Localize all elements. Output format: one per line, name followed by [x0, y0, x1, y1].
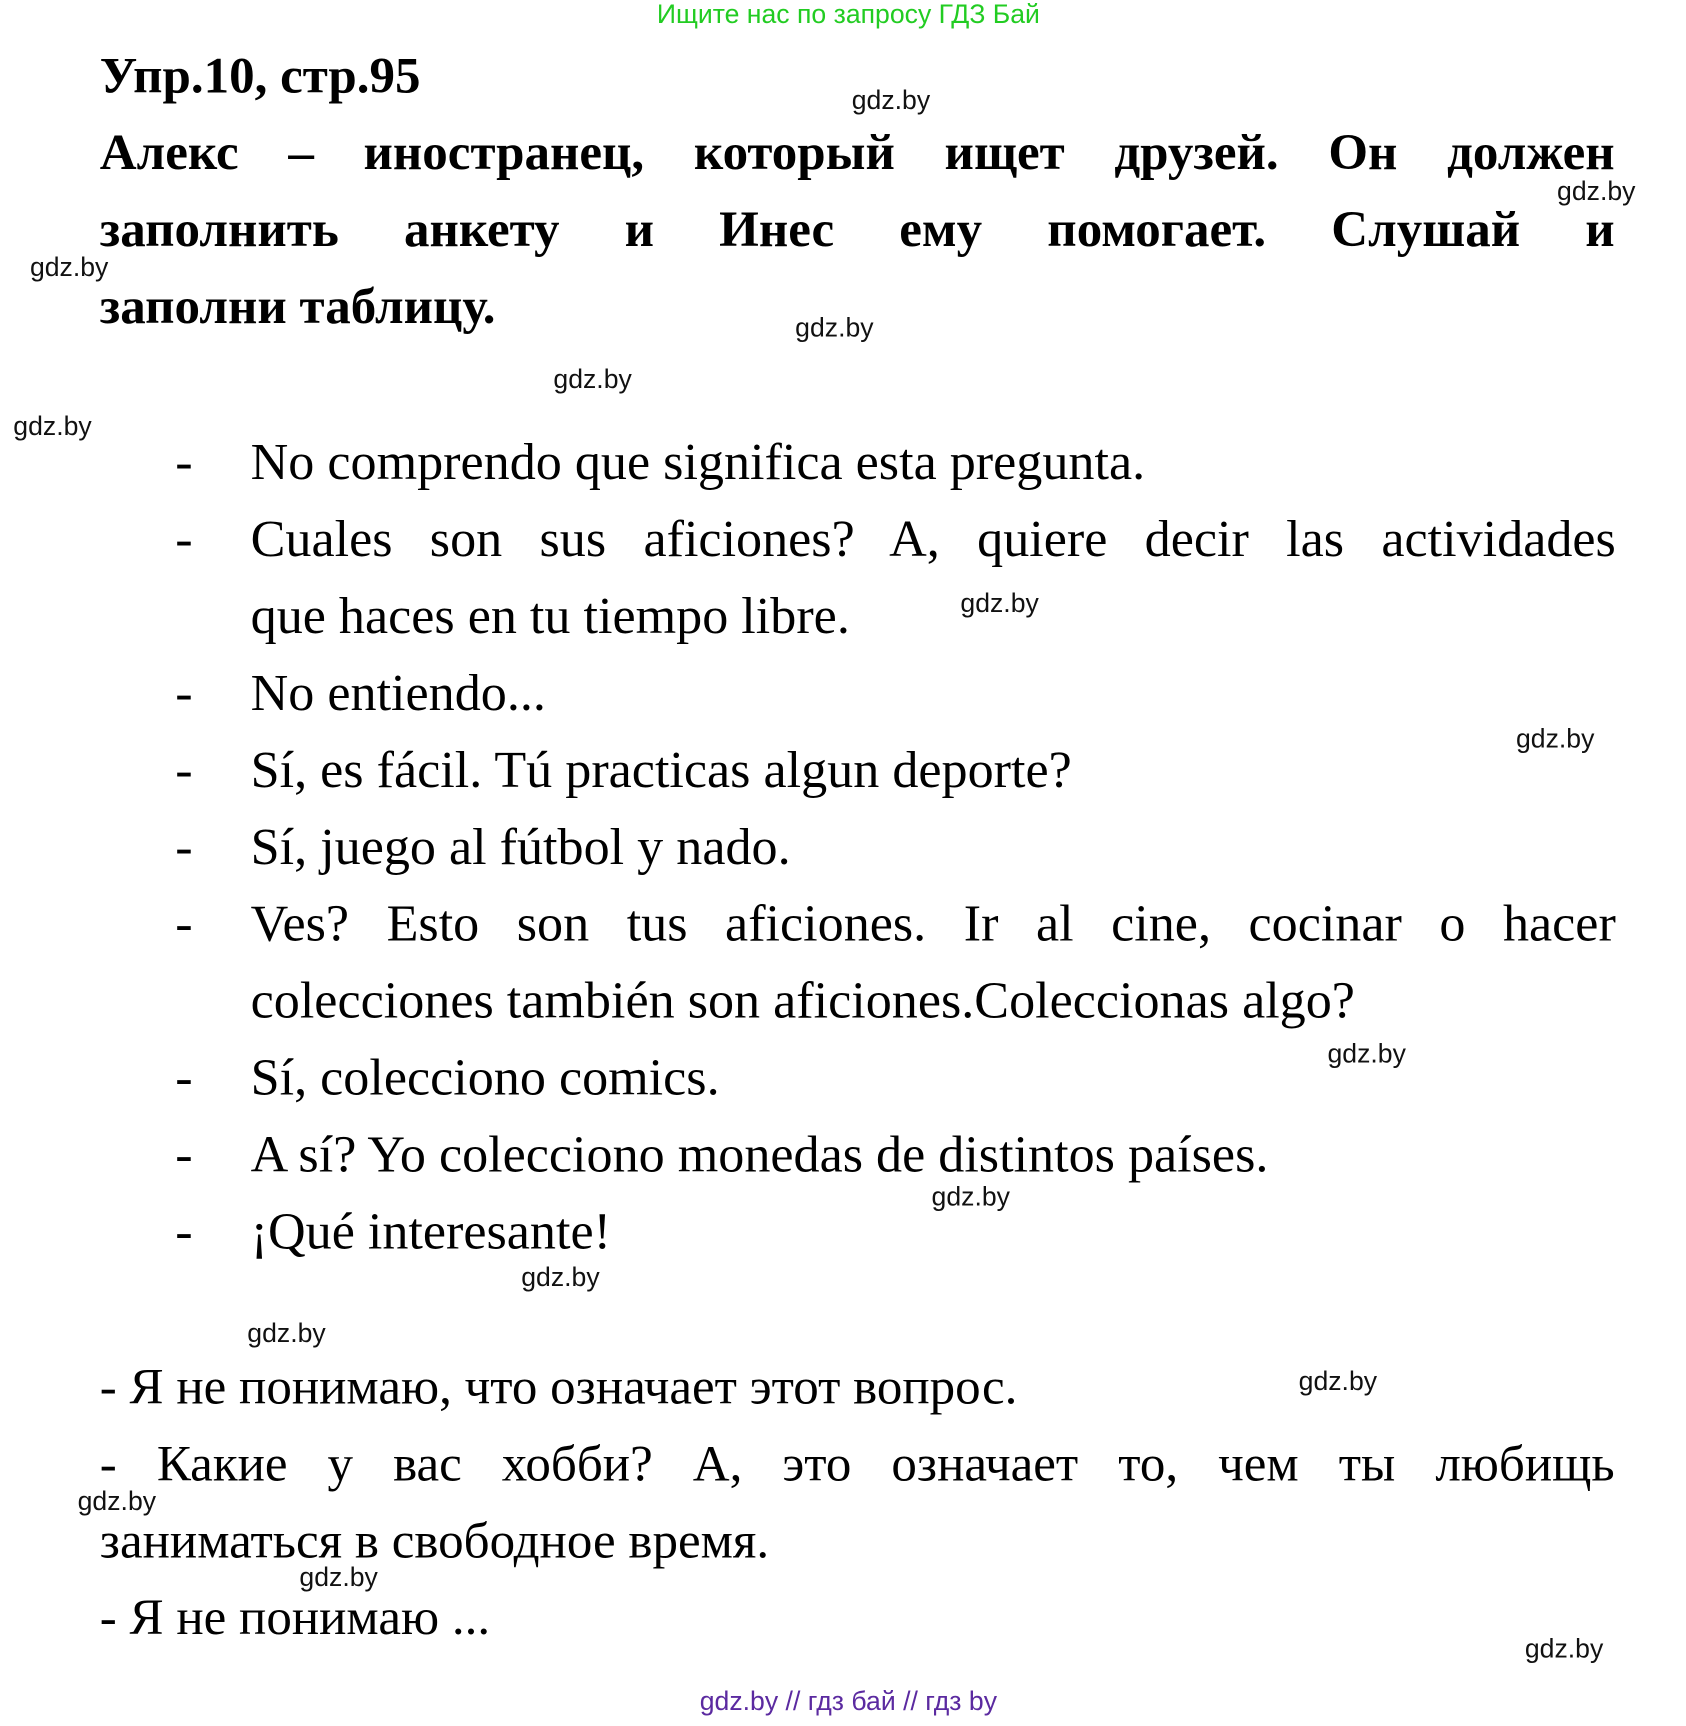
dash: -: [175, 664, 193, 723]
task-line: заполнить анкету и Инес ему помогает. Слушай и: [99, 201, 1615, 258]
watermark: gdz.by: [29, 252, 109, 283]
dash: -: [175, 1049, 193, 1107]
dialog-line-es: A sí? Yo colecciono monedas de distintos países.: [250, 1126, 1269, 1184]
watermark: gdz.by: [1516, 724, 1595, 754]
watermark: gdz.by: [851, 85, 931, 116]
dialog-line-es: Cuales son sus aficiones? A, quiere decir las actividades: [250, 511, 1616, 569]
dash: -: [175, 434, 193, 492]
dialog-line-es: Sí, juego al fútbol y nado.: [250, 818, 791, 876]
dash: -: [175, 741, 193, 799]
watermark: gdz.by: [299, 1562, 378, 1593]
dash: -: [175, 1126, 193, 1184]
dialog-line-es: que haces en tu tiempo libre.: [250, 587, 850, 646]
dash: -: [175, 511, 193, 569]
watermark: gdz.by: [1327, 1039, 1406, 1070]
watermark: gdz.by: [13, 412, 92, 442]
footer-links[interactable]: gdz.by // гдз бай // гдз by: [699, 1686, 998, 1717]
watermark: gdz.by: [795, 313, 874, 343]
dash: -: [175, 1203, 193, 1261]
watermark: gdz.by: [1298, 1367, 1378, 1397]
dash: -: [175, 818, 193, 876]
header-banner[interactable]: Ищите нас по запросу ГДЗ Бай: [656, 0, 1040, 30]
dialog-line-ru: заниматься в свободное время.: [99, 1512, 770, 1569]
dialog-line-es: Ves? Esto son tus aficiones. Ir al cine, cocinar o hacer: [250, 895, 1616, 953]
dialog-line-ru: - Я не понимаю, что означает этот вопрос.: [99, 1358, 1018, 1415]
dialog-line-es: Sí, es fácil. Tú practicas algun deporte?: [250, 741, 1072, 799]
task-line: заполни таблицу.: [99, 278, 496, 335]
dialog-line-es: colecciones también son aficiones.Coleccionas algo?: [250, 972, 1355, 1030]
dialog-line-ru: - Я не понимаю ...: [99, 1589, 491, 1646]
dialog-line-ru: - Какие у вас хобби? А, это означает то, чем ты любищь: [99, 1435, 1615, 1492]
dialog-line-es: ¡Qué interesante!: [250, 1203, 611, 1261]
watermark: gdz.by: [77, 1486, 157, 1517]
dialog-line-es: Sí, colecciono comics.: [250, 1049, 720, 1107]
watermark: gdz.by: [521, 1262, 600, 1293]
dash: -: [175, 895, 193, 953]
watermark: gdz.by: [553, 364, 632, 395]
task-line: Алекс – иностранец, который ищет друзей. Он должен: [99, 124, 1615, 181]
watermark: gdz.by: [960, 589, 1039, 619]
dialog-line-es: No entiendo...: [250, 664, 546, 723]
exercise-title: Упр.10, стр.95: [99, 47, 421, 104]
dialog-line-es: No comprendo que significa esta pregunta.: [250, 434, 1146, 492]
watermark: gdz.by: [1524, 1634, 1604, 1664]
watermark: gdz.by: [931, 1182, 1010, 1213]
watermark: gdz.by: [247, 1318, 326, 1349]
watermark: gdz.by: [1557, 176, 1636, 207]
